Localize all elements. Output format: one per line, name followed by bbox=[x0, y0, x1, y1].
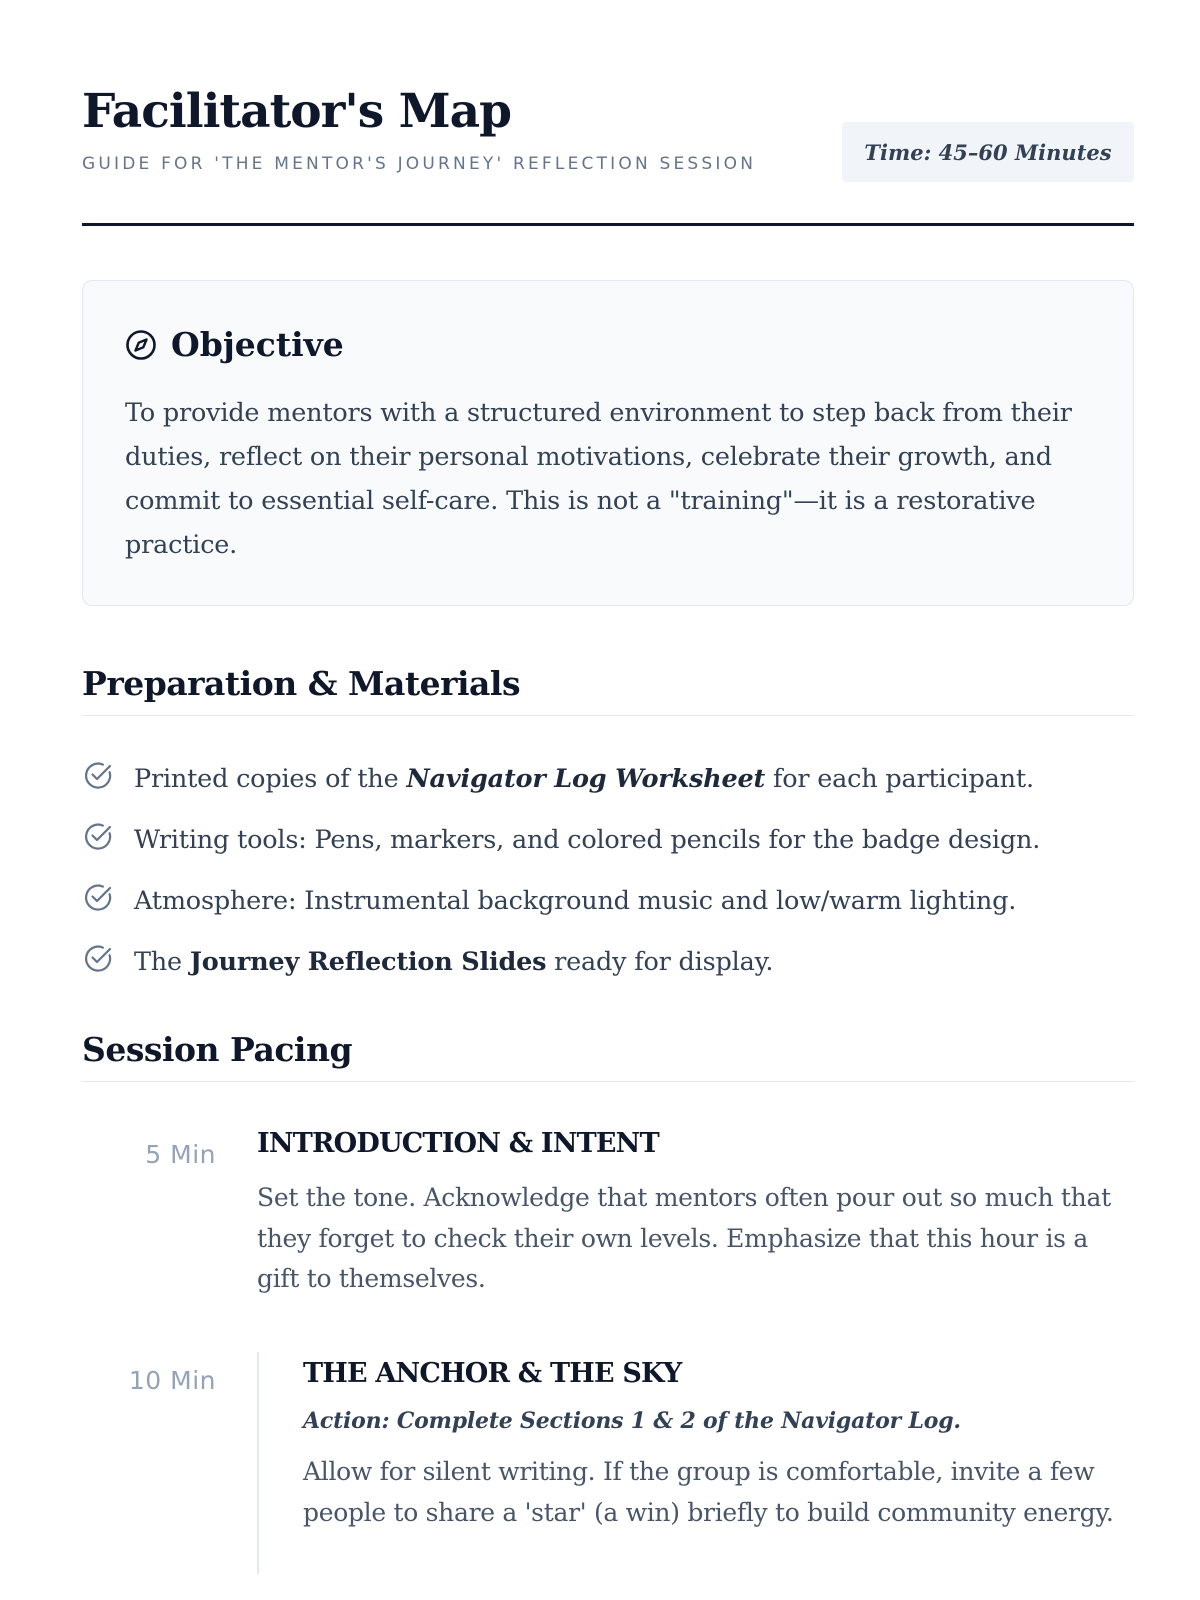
time-badge: Time: 45–60 Minutes bbox=[842, 122, 1134, 182]
list-item bbox=[82, 748, 1134, 809]
step-title: THE ANCHOR & THE SKY bbox=[303, 1358, 682, 1389]
list-item bbox=[82, 931, 1134, 992]
check-circle-icon bbox=[82, 881, 114, 913]
objective-heading bbox=[125, 325, 344, 364]
page-subtitle: GUIDE FOR 'THE MENTOR'S JOURNEY' REFLECTION SESSION bbox=[82, 154, 757, 174]
step-title: INTRODUCTION & INTENT bbox=[257, 1128, 659, 1159]
materials-list bbox=[82, 748, 1134, 992]
objective-card bbox=[82, 280, 1134, 606]
step-body bbox=[257, 1352, 1134, 1574]
check-circle-icon bbox=[82, 820, 114, 852]
material-text: Printed copies of the Navigator Log Worksheet for each participant. bbox=[134, 763, 1034, 794]
step-duration: 10 Min bbox=[128, 1366, 216, 1395]
preparation-title: Preparation & Materials bbox=[82, 664, 1134, 716]
session-pacing-title: Session Pacing bbox=[82, 1030, 1134, 1082]
material-text: The Journey Reflection Slides ready for display. bbox=[134, 946, 774, 977]
step-action: Action: Complete Sections 1 & 2 of the Navigator Log. bbox=[303, 1408, 961, 1434]
check-circle-icon bbox=[82, 759, 114, 791]
step-duration: 5 Min bbox=[145, 1140, 216, 1169]
list-item bbox=[82, 809, 1134, 870]
list-item bbox=[82, 870, 1134, 931]
material-text: Atmosphere: Instrumental background music and low/warm lighting. bbox=[134, 885, 1017, 916]
material-emphasis: Journey Reflection Slides bbox=[189, 946, 547, 977]
compass-icon bbox=[125, 329, 157, 361]
page-header bbox=[82, 0, 1134, 226]
step-description: Set the tone. Acknowledge that mentors often pour out so much that they forget to check their own levels. Emphasize that this hour is a gift to themselves. bbox=[257, 1183, 1111, 1293]
facilitator-guide-page bbox=[82, 0, 1134, 1527]
check-circle-icon bbox=[82, 942, 114, 974]
material-emphasis: Navigator Log Worksheet bbox=[406, 763, 766, 794]
objective-title: Objective bbox=[171, 325, 344, 364]
step-description: Allow for silent writing. If the group is comfortable, invite a few people to share a 'star' (a win) briefly to build community energy. bbox=[303, 1457, 1114, 1527]
material-text: Writing tools: Pens, markers, and colored pencils for the badge design. bbox=[134, 824, 1041, 855]
page-title: Facilitator's Map bbox=[82, 84, 511, 139]
objective-text: To provide mentors with a structured environment to step back from their duties, reflect on their personal motivations, celebrate their growth, and commit to essential self-care. This is not a "training"—it is a restorative practice. bbox=[125, 398, 1072, 560]
